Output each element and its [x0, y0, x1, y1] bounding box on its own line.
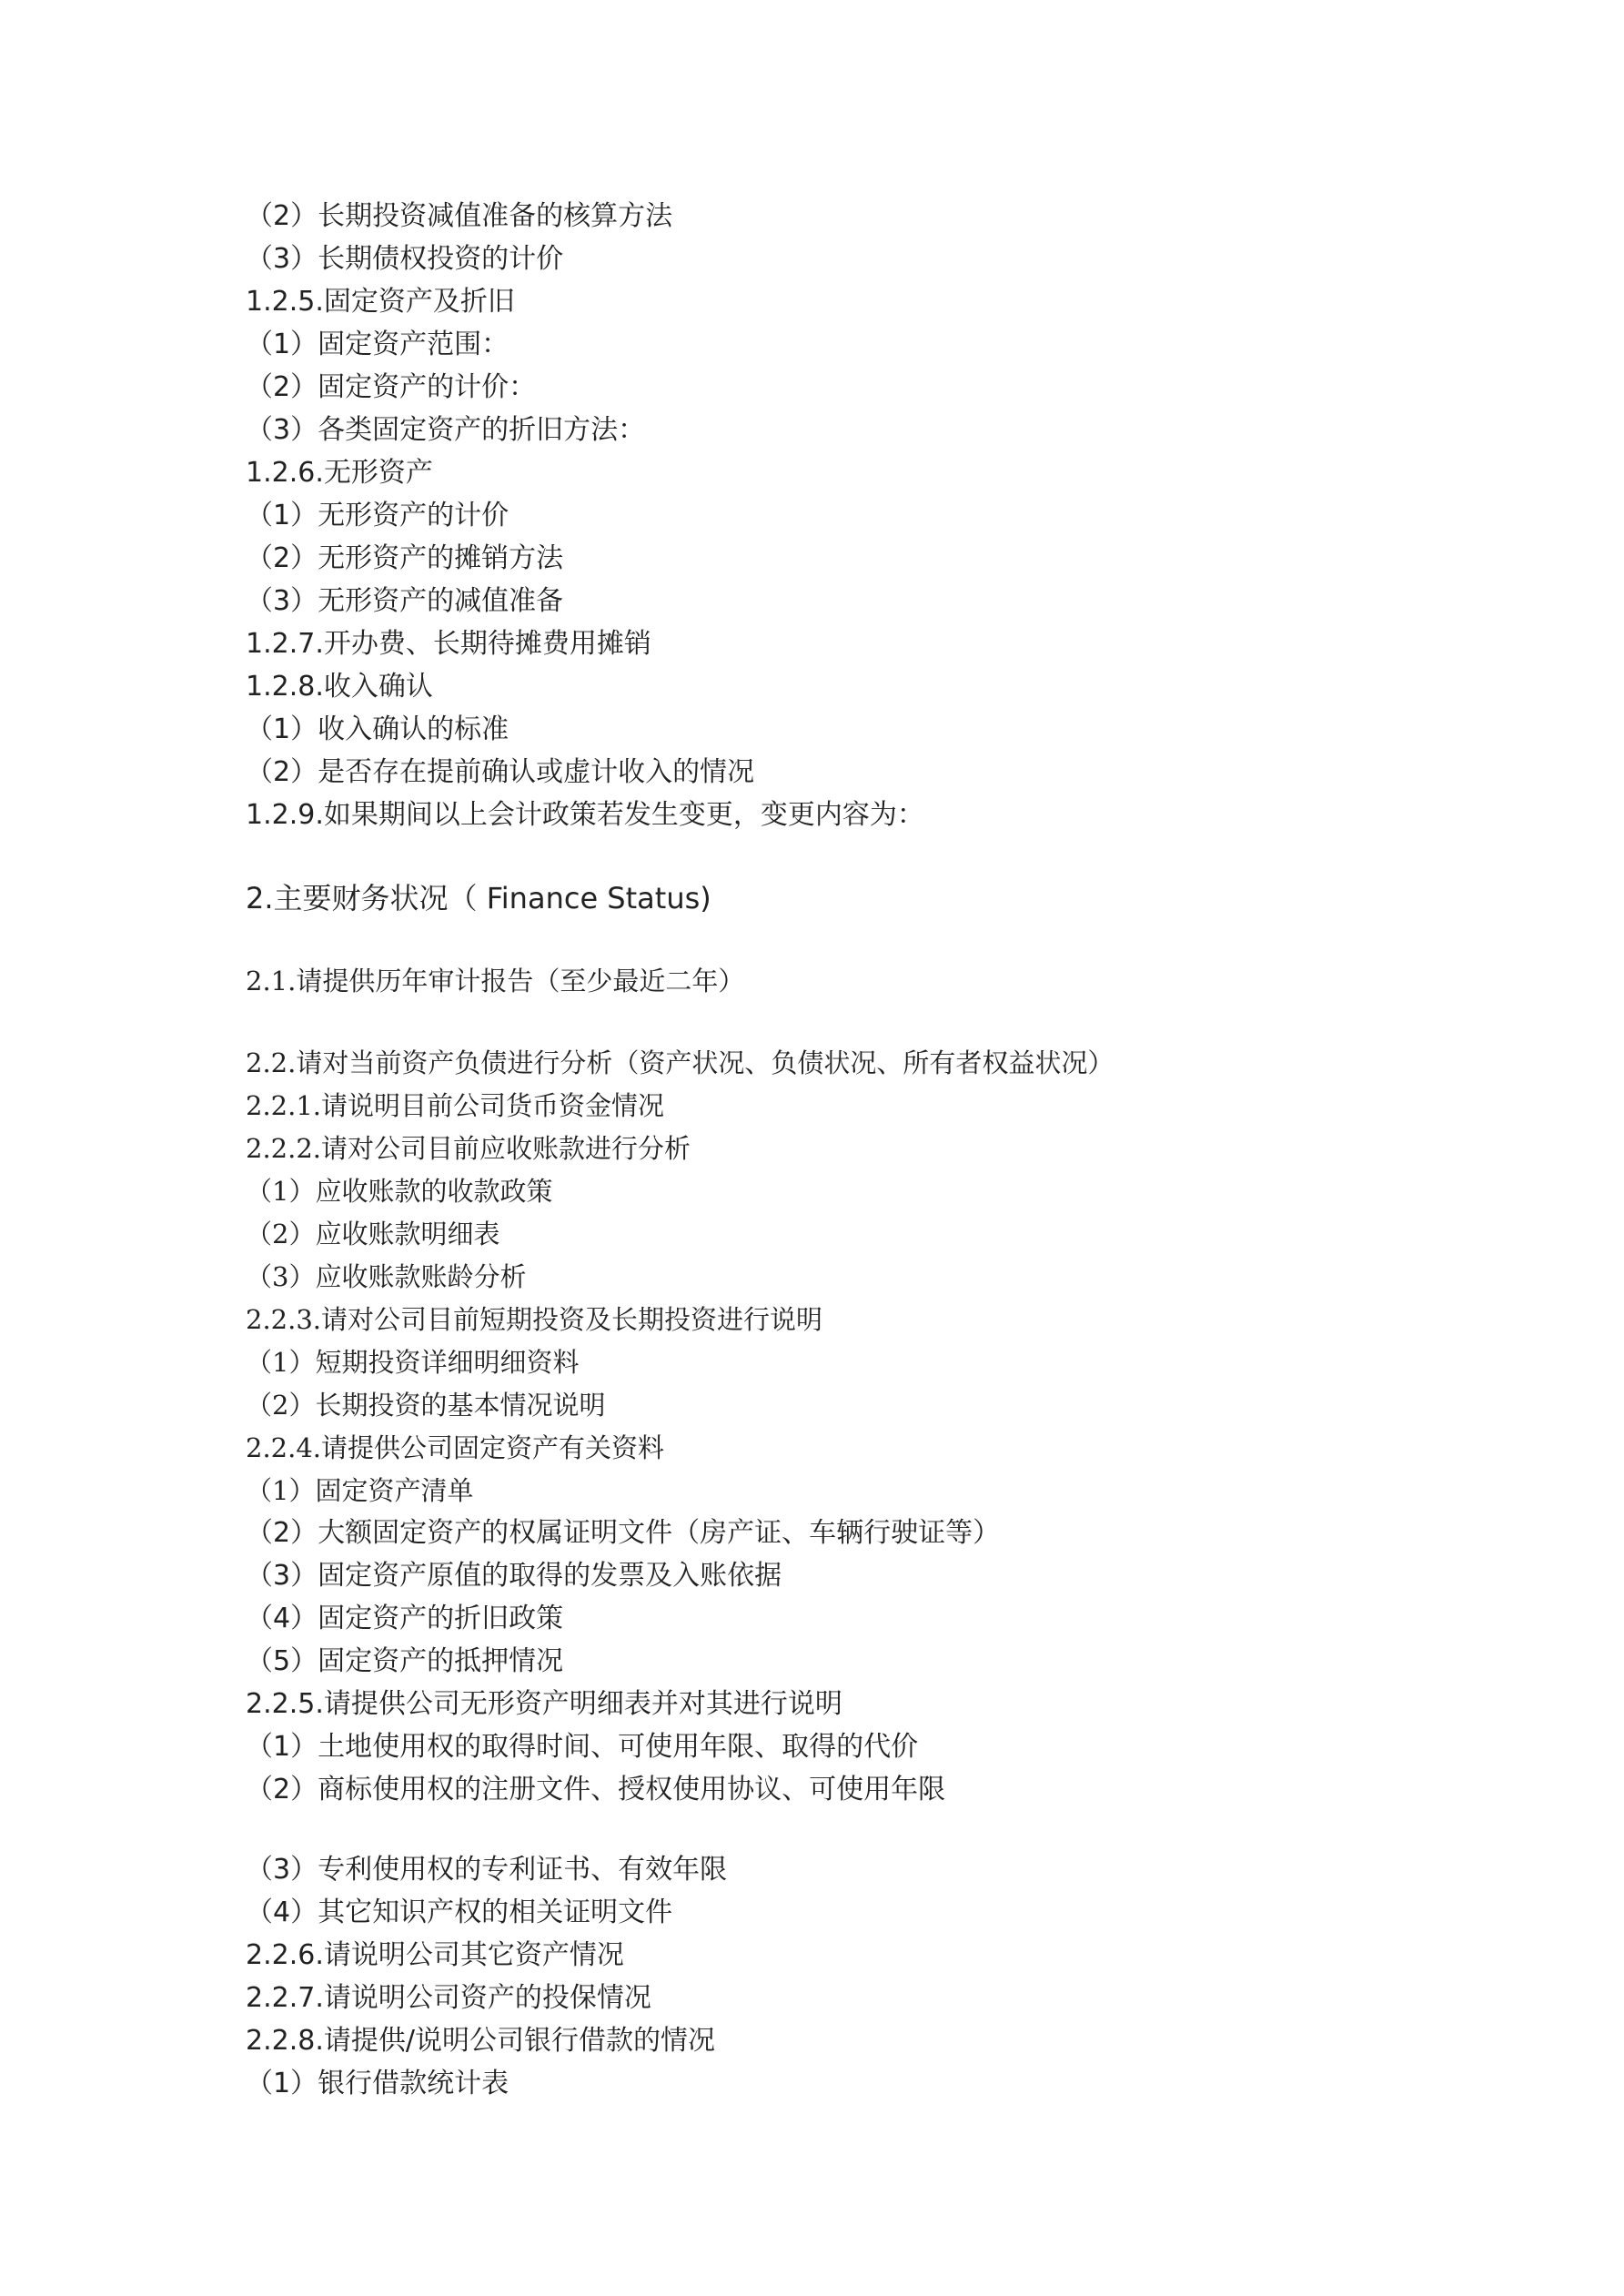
subsection-heading: 2.2.3.请对公司目前短期投资及长期投资进行说明	[246, 1304, 823, 1335]
text-line: （2）长期投资的基本情况说明	[246, 1390, 606, 1421]
subsection-heading: 2.2.5.请提供公司无形资产明细表并对其进行说明	[246, 1688, 842, 1720]
subsection-heading: 2.2.7.请说明公司资产的投保情况	[246, 1982, 651, 2014]
text-line: （1）银行借款统计表	[246, 2068, 509, 2099]
text-line: （1）短期投资详细明细资料	[246, 1347, 580, 1378]
text-line: （2）应收账款明细表	[246, 1219, 500, 1249]
text-line: （1）固定资产范围：	[246, 329, 509, 360]
text-line: （3）应收账款账龄分析	[246, 1261, 527, 1292]
text-line: （2）长期投资减值准备的核算方法	[246, 200, 673, 232]
subsection-heading: 2.2.4.请提供公司固定资产有关资料	[246, 1432, 665, 1463]
section-heading: 1.2.6.无形资产	[246, 457, 433, 489]
section-heading: 2.1.请提供历年审计报告（至少最近二年）	[246, 966, 745, 996]
text-line: （5）固定资产的抵押情况	[246, 1645, 564, 1677]
text-line: （2）是否存在提前确认或虚计收入的情况	[246, 756, 755, 788]
text-line: （2）固定资产的计价：	[246, 371, 537, 403]
text-line: （1）收入确认的标准	[246, 713, 509, 745]
text-line: （1）无形资产的计价	[246, 500, 509, 531]
text-line: （1）土地使用权的取得时间、可使用年限、取得的代价	[246, 1731, 919, 1763]
subsection-heading: 2.2.6.请说明公司其它资产情况	[246, 1939, 624, 1971]
section-heading: 1.2.7.开办费、长期待摊费用摊销	[246, 628, 651, 660]
text-line: （3）无形资产的减值准备	[246, 585, 564, 617]
text-line: （2）商标使用权的注册文件、授权使用协议、可使用年限	[246, 1774, 946, 1805]
text-line: （3）各类固定资产的折旧方法：	[246, 414, 646, 446]
section-heading: 2.2.请对当前资产负债进行分析（资产状况、负债状况、所有者权益状况）	[246, 1047, 1115, 1078]
text-line: （4）其它知识产权的相关证明文件	[246, 1896, 673, 1928]
section-heading: 1.2.8.收入确认	[246, 671, 433, 703]
subsection-heading: 2.2.2.请对公司目前应收账款进行分析	[246, 1133, 691, 1164]
text-line: （3）专利使用权的专利证书、有效年限	[246, 1854, 728, 1886]
text-line: （2）无形资产的摊销方法	[246, 542, 564, 574]
text-line: （1）固定资产清单	[246, 1475, 474, 1506]
text-line: （1）应收账款的收款政策	[246, 1176, 553, 1207]
subsection-heading: 2.2.1.请说明目前公司货币资金情况	[246, 1090, 665, 1121]
subsection-heading: 2.2.8.请提供/说明公司银行借款的情况	[246, 2025, 715, 2057]
section-heading: 1.2.9.如果期间以上会计政策若发生变更，变更内容为：	[246, 799, 924, 831]
text-line: （3）固定资产原值的取得的发票及入账依据	[246, 1560, 782, 1592]
text-line: （4）固定资产的折旧政策	[246, 1603, 564, 1634]
section-heading: 1.2.5.固定资产及折旧	[246, 286, 515, 318]
text-line: （2）大额固定资产的权属证明文件（房产证、车辆行驶证等）	[246, 1517, 1001, 1549]
text-line: （3）长期债权投资的计价	[246, 243, 564, 275]
chapter-heading: 2.主要财务状况（ Finance Status)	[246, 881, 711, 915]
